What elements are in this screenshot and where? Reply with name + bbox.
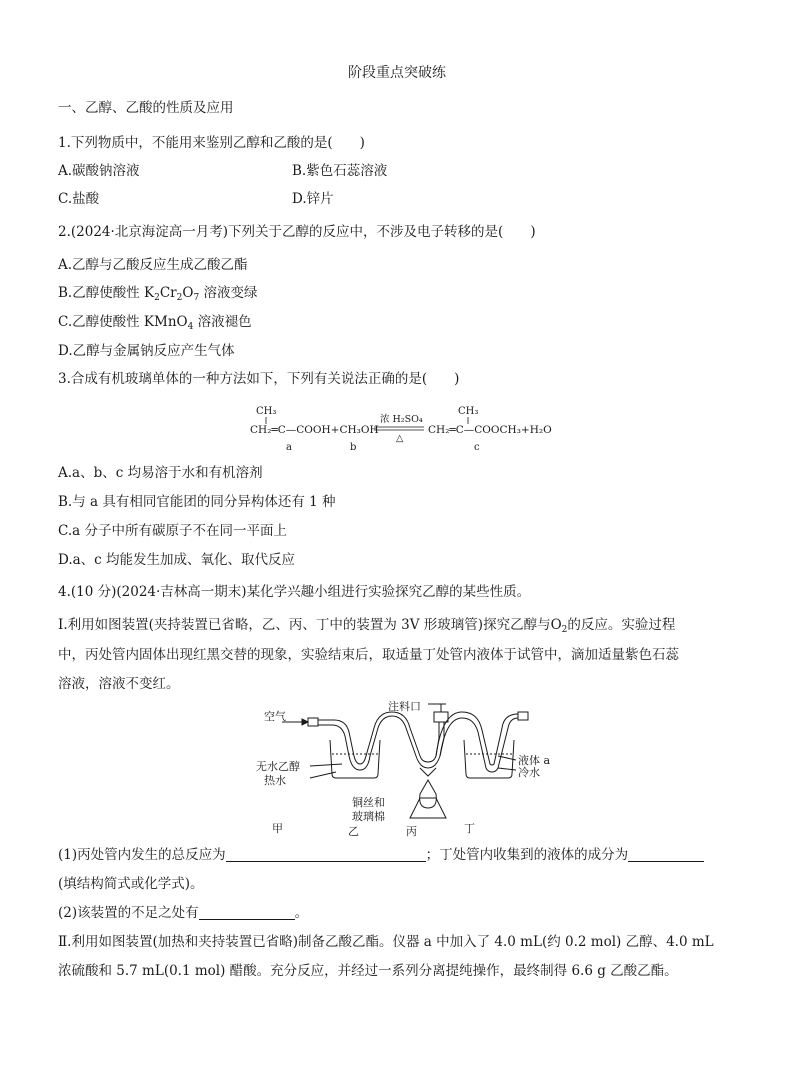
q2-option-a: A.乙醇与乙酸反应生成乙酸乙酯 (58, 257, 248, 273)
label-cold-water: 冷水 (518, 766, 540, 779)
eq-methyl-c: CH₃ (458, 406, 479, 417)
eq-label-b: b (350, 442, 357, 453)
q1-option-b: B.紫色石蕊溶液 (292, 163, 388, 179)
eq-products: CH₂═C—COOCH₃+H₂O (428, 424, 552, 436)
eq-label-c: c (474, 442, 480, 453)
eq-methyl-a: CH₃ (256, 406, 277, 417)
question-1-stem: 1.下列物质中，不能用来鉴别乙醇和乙酸的是( ) (58, 135, 365, 151)
question-4-stem: 4.(10 分)(2024·吉林高一期末)某化学兴趣小组进行实验探究乙醇的某些性质。 (58, 584, 531, 600)
q3-option-d: D.a、c 均能发生加成、氧化、取代反应 (58, 552, 296, 568)
q3-option-a: A.a、b、c 均易溶于水和有机溶剂 (58, 465, 263, 481)
eq-condition-bottom: △ (396, 433, 404, 444)
feed-port-icon (434, 712, 448, 722)
q2-option-d: D.乙醇与金属钠反应产生气体 (58, 343, 235, 359)
inlet-stopper-icon (308, 718, 318, 726)
q1-option-a: A.碳酸钠溶液 (58, 163, 140, 179)
label-hot-water: 热水 (264, 774, 286, 787)
answer-blank-3[interactable] (199, 905, 295, 920)
q3-option-c: C.a 分子中所有碳原子不在同一平面上 (58, 523, 287, 539)
page-title: 阶段重点突破练 (348, 65, 446, 81)
eq-reactants: CH₂═C—COOH+CH₃OH (250, 424, 379, 436)
q4-sub1-note: (填结构简式或化学式)。 (58, 876, 204, 892)
label-liquid-a: 液体 a (518, 754, 551, 767)
label-air: 空气 (264, 710, 286, 723)
label-ethanol: 无水乙醇 (256, 760, 300, 773)
eq-condition-top: 浓 H₂SO₄ (380, 414, 423, 425)
outlet-stopper-icon (518, 712, 528, 720)
label-jia: 甲 (272, 822, 283, 835)
label-yi: 乙 (348, 825, 359, 838)
label-copper-1: 铜丝和 (352, 796, 385, 809)
section-heading: 一、乙醇、乙酸的性质及应用 (58, 100, 234, 116)
q4-part1-line1: Ⅰ.利用如图装置(夹持装置已省略，乙、丙、丁中的装置为 3V 形玻璃管)探究乙醇与$O_2$的反应。实验过程 (58, 617, 676, 635)
q4-part1-line3: 溶液，溶液不变红。 (58, 676, 180, 692)
alcohol-lamp-icon (420, 780, 437, 808)
label-copper-2: 玻璃棉 (352, 810, 385, 823)
q4-part2-line1: Ⅱ.利用如图装置(加热和夹持装置已省略)制备乙酸乙酯。仪器 a 中加入了 4.0 mL(约 0.2 mol) 乙醇、4.0 mL (58, 934, 714, 950)
answer-blank-2[interactable] (628, 847, 704, 862)
apparatus-diagram (250, 698, 560, 838)
q3-option-b: B.与 a 具有相同官能团的同分异构体还有 1 种 (58, 494, 336, 510)
label-ding: 丁 (464, 822, 475, 835)
label-bing: 丙 (406, 825, 417, 838)
eq-label-a: a (286, 442, 292, 453)
label-inlet: 注料口 (388, 700, 421, 713)
reaction-equation (240, 402, 560, 458)
q4-part1-line2: 中，丙处管内固体出现红黑交替的现象，实验结束后，取适量丁处管内液体于试管中，滴加适量紫色石蕊 (58, 647, 679, 663)
q1-option-c: C.盐酸 (58, 191, 100, 207)
answer-blank-1[interactable] (226, 847, 426, 862)
question-2-stem: 2.(2024·北京海淀高一月考)下列关于乙醇的反应中，不涉及电子转移的是( ) (58, 224, 536, 240)
q2-option-c: C.乙醇使酸性 KMnO$_4$ 溶液褪色 (58, 314, 252, 332)
q4-sub2: (2)该装置的不足之处有 。 (58, 905, 309, 921)
question-3-stem: 3.合成有机玻璃单体的一种方法如下，下列有关说法正确的是( ) (58, 371, 460, 387)
q4-part2-line2: 浓硫酸和 5.7 mL(0.1 mol) 醋酸。充分反应，并经过一系列分离提纯操作，最终制得 6.6 g 乙酸乙酯。 (58, 963, 678, 979)
q1-option-d: D.锌片 (292, 191, 334, 207)
q2-option-b: B.乙醇使酸性 $K_2Cr_2O_7$ 溶液变绿 (58, 285, 258, 303)
q4-sub1: (1)丙处管内发生的总反应为 ；丁处管内收集到的液体的成分为 (58, 846, 704, 864)
